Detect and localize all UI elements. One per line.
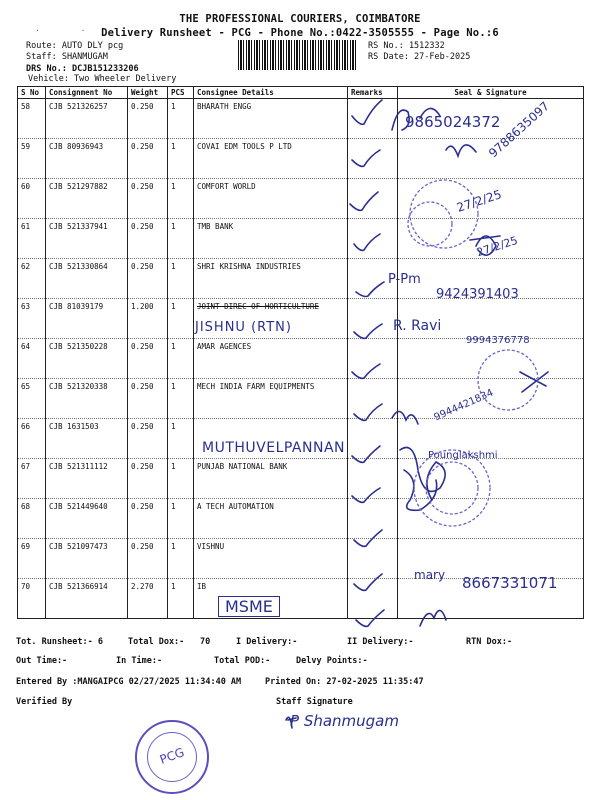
cell-consignment: CJB 521320338 <box>46 379 128 419</box>
cell-consignee: TMB BANK <box>194 219 348 259</box>
cell-pcs: 1 <box>168 179 194 219</box>
cell-weight: 2.270 <box>128 579 168 619</box>
cell-consignment: CJB 521350228 <box>46 339 128 379</box>
drs-label: DRS No.: DCJB151233206 <box>26 64 139 74</box>
rs-no-label: RS No.: 1512332 <box>368 41 445 51</box>
col-remarks: Remarks <box>348 87 398 99</box>
cell-weight: 0.250 <box>128 539 168 579</box>
handwritten-phone: 9788635097 <box>486 98 553 161</box>
cell-consignment: CJB 521297882 <box>46 179 128 219</box>
handwritten-phone: 9944421834 <box>432 387 496 424</box>
cell-pcs: 1 <box>168 99 194 139</box>
handwritten-phone: 8667331071 <box>462 574 558 592</box>
staff-label: Staff: SHANMUGAM <box>26 52 108 62</box>
cell-consignment: CJB 521366914 <box>46 579 128 619</box>
cell-consignment: CJB 80936943 <box>46 139 128 179</box>
checkmark <box>352 150 380 166</box>
round-seal <box>410 180 478 248</box>
cell-consignment: CJB 1631503 <box>46 419 128 459</box>
cell-consignment: CJB 81039179 <box>46 299 128 339</box>
cell-sno: 64 <box>18 339 46 379</box>
checkmark <box>354 404 382 420</box>
cell-pcs: 1 <box>168 419 194 459</box>
cell-consignee: BHARATH ENGG <box>194 99 348 139</box>
cell-weight: 0.250 <box>128 419 168 459</box>
ii-delivery: II Delivery:- <box>347 637 414 647</box>
cell-sno: 69 <box>18 539 46 579</box>
col-weight: Weight <box>128 87 168 99</box>
round-seal <box>408 202 452 246</box>
checkmark <box>356 610 384 626</box>
runsheet-title: Delivery Runsheet - PCG - Phone No.:0422-3505555 - Page No.:6 <box>101 27 499 39</box>
cell-sno: 60 <box>18 179 46 219</box>
cell-consignee: COMFORT WORLD <box>194 179 348 219</box>
verified-by: Verified By <box>16 697 73 707</box>
signature-scribble <box>446 145 476 156</box>
handwritten-phone: 9865024372 <box>405 113 501 131</box>
cell-consignment: CJB 521337941 <box>46 219 128 259</box>
cell-sno: 66 <box>18 419 46 459</box>
checkmark <box>352 100 382 124</box>
checkmark <box>356 282 384 297</box>
tot-runsheet: Tot. Runsheet:- 6 <box>16 637 103 647</box>
handwritten-phone: 9994376778 <box>466 335 530 346</box>
cell-sno: 59 <box>18 139 46 179</box>
cell-consignee: COVAI EDM TOOLS P LTD <box>194 139 348 179</box>
cell-consignment: CJB 521330864 <box>46 259 128 299</box>
route-label: Route: AUTO DLY pcg <box>26 41 124 51</box>
handwritten-phone: 9424391403 <box>436 287 519 302</box>
handwritten-name: mary <box>414 568 446 582</box>
cell-sno: 65 <box>18 379 46 419</box>
checkmark <box>350 192 378 210</box>
col-pcs: PCS <box>168 87 194 99</box>
in-time: In Time:- <box>116 656 163 666</box>
total-dox-label: Total Dox:- <box>128 637 185 647</box>
cell-pcs: 1 <box>168 459 194 499</box>
checkmark <box>354 574 382 590</box>
checkmark <box>354 530 382 546</box>
out-time: Out Time:- <box>16 656 68 666</box>
total-dox-value: 70 <box>200 637 211 647</box>
cell-consignee: PUNJAB NATIONAL BANK <box>194 459 348 499</box>
signature-scribble <box>392 411 418 424</box>
col-consignment: Consignment No <box>46 87 128 99</box>
cell-weight: 0.250 <box>128 179 168 219</box>
handwritten-name: Pounglakshmi <box>428 450 498 461</box>
cell-sno: 58 <box>18 99 46 139</box>
rs-date-label: RS Date: 27-Feb-2025 <box>368 52 471 62</box>
cell-pcs: 1 <box>168 299 194 339</box>
total-pod: Total POD:- <box>214 656 271 666</box>
cell-weight: 0.250 <box>128 219 168 259</box>
cell-pcs: 1 <box>168 539 194 579</box>
cell-weight: 0.250 <box>128 499 168 539</box>
cell-weight: 1.200 <box>128 299 168 339</box>
cell-sno: 68 <box>18 499 46 539</box>
col-sno: S No <box>18 87 46 99</box>
i-delivery: I Delivery:- <box>236 637 298 647</box>
printed-on: Printed On: 27-02-2025 11:35:47 <box>265 677 424 687</box>
cell-sno: 61 <box>18 219 46 259</box>
cell-sno: 67 <box>18 459 46 499</box>
pcg-stamp-text: PCG <box>157 745 187 767</box>
staff-signature-label: Staff Signature <box>276 697 353 707</box>
signature-scribble <box>404 470 437 510</box>
signature-scribble <box>520 372 548 392</box>
handwritten-consignee: MUTHUVELPANNAN <box>202 440 345 456</box>
cell-consignment: CJB 521311112 <box>46 459 128 499</box>
cell-weight: 0.250 <box>128 379 168 419</box>
handwritten-name: P-Pm <box>388 272 421 287</box>
cell-weight: 0.250 <box>128 459 168 499</box>
delvy-points: Delvy Points:- <box>296 656 368 666</box>
cell-weight: 0.250 <box>128 99 168 139</box>
pcg-stamp <box>135 720 209 794</box>
handwritten-date: 27/2/25 <box>475 233 520 260</box>
handwritten-date: 27/2/25 <box>454 187 504 215</box>
checkmark <box>354 234 380 250</box>
cell-pcs: 1 <box>168 339 194 379</box>
cell-consignment: CJB 521326257 <box>46 99 128 139</box>
company-title: THE PROFESSIONAL COURIERS, COIMBATORE <box>179 13 421 25</box>
rtn-dox: RTN Dox:- <box>466 637 513 647</box>
scan-specks: . . . <box>35 24 150 33</box>
cell-pcs: 1 <box>168 579 194 619</box>
col-seal-signature: Seal & Signature <box>398 87 584 99</box>
cell-sno: 63 <box>18 299 46 339</box>
checkmark <box>352 364 380 378</box>
cell-consignee: AMAR AGENCES <box>194 339 348 379</box>
cell-consignment: CJB 521449640 <box>46 499 128 539</box>
cell-weight: 0.250 <box>128 339 168 379</box>
cell-pcs: 1 <box>168 499 194 539</box>
cell-pcs: 1 <box>168 379 194 419</box>
cell-weight: 0.250 <box>128 259 168 299</box>
cell-consignee: SHRI KRISHNA INDUSTRIES <box>194 259 348 299</box>
cell-consignee: VISHNU <box>194 539 348 579</box>
cell-pcs: 1 <box>168 139 194 179</box>
entered-by: Entered By :MANGAIPCG 02/27/2025 11:34:40 AM <box>16 677 242 687</box>
checkmark <box>352 488 380 502</box>
checkmark <box>354 324 382 338</box>
cell-pcs: 1 <box>168 259 194 299</box>
signature-scribble <box>420 610 446 626</box>
cell-consignee: JOINT DIREC OF HORTICULTURE <box>194 299 348 339</box>
cell-weight: 0.250 <box>128 139 168 179</box>
col-consignee: Consignee Details <box>194 87 348 99</box>
cell-consignee: MECH INDIA FARM EQUIPMENTS <box>194 379 348 419</box>
handwritten-msme: MSME <box>218 596 280 617</box>
cell-sno: 70 <box>18 579 46 619</box>
cell-consignee: IB <box>194 579 348 619</box>
cell-consignment: CJB 521097473 <box>46 539 128 579</box>
checkmark <box>352 446 380 462</box>
cell-sno: 62 <box>18 259 46 299</box>
cell-pcs: 1 <box>168 219 194 259</box>
round-seal <box>426 462 478 514</box>
handwritten-rtn-note: JISHNU (RTN) <box>195 320 292 335</box>
staff-signature-handwritten: P Shanmugam <box>290 712 399 730</box>
handwritten-name: R. Ravi <box>393 318 442 334</box>
cell-consignee: A TECH AUTOMATION <box>194 499 348 539</box>
vehicle-label: Vehicle: Two Wheeler Delivery <box>28 74 177 84</box>
